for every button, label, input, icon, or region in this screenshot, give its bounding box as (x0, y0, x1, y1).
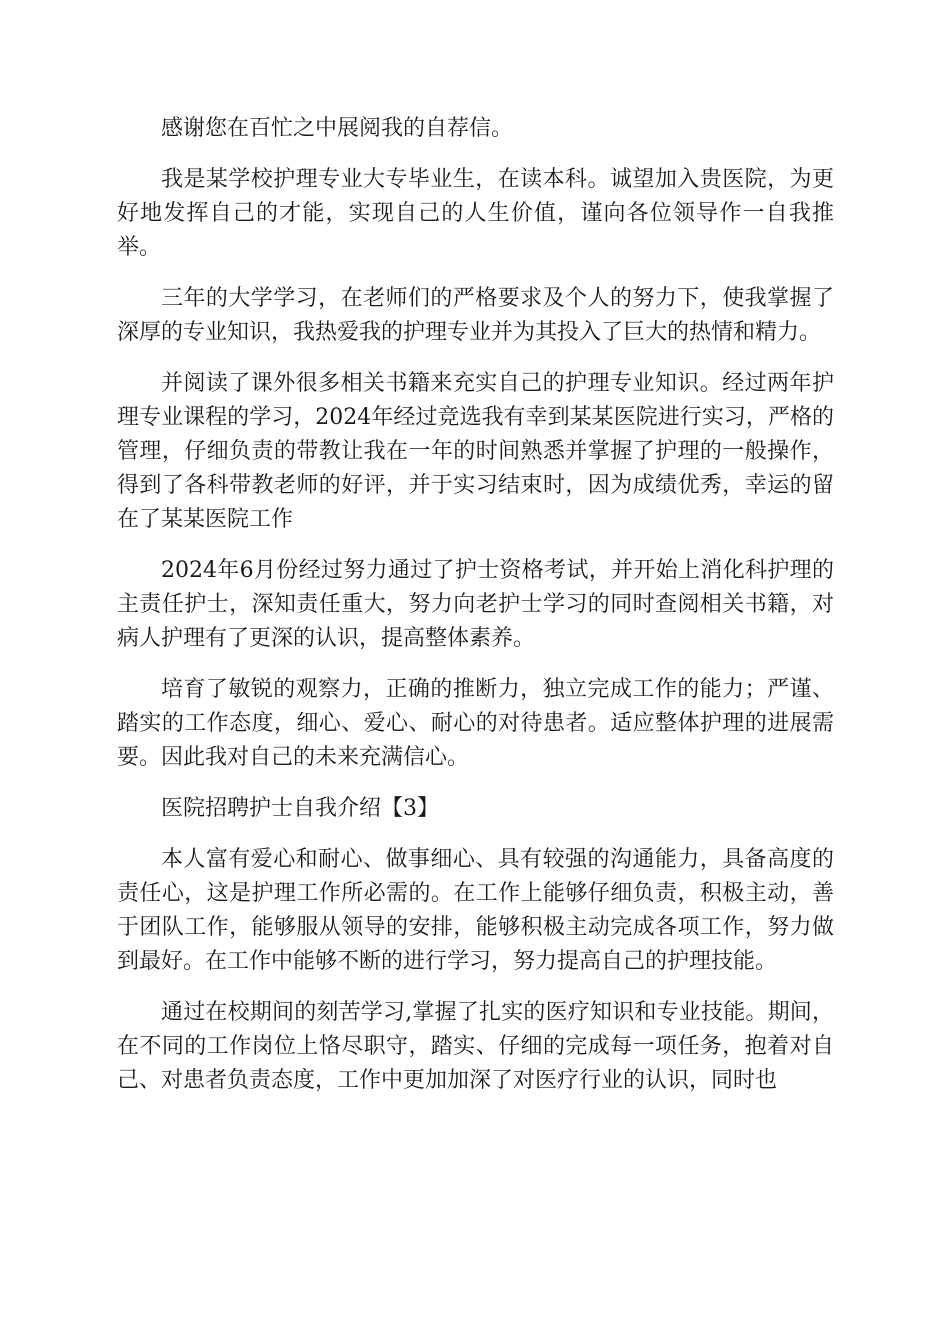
section-heading: 医院招聘护士自我介绍【3】 (161, 796, 439, 821)
paragraph-introduction: 我是某学校护理专业大专毕业生，在读本科。诚望加入贵医院，为更好地发挥自己的才能，实现自己的人生价值，谨向各位领导作一自我推举。 (117, 167, 834, 260)
paragraph-school-experience: 通过在校期间的刻苦学习,掌握了扎实的医疗知识和专业技能。期间，在不同的工作岗位上恪尽职守，踏实、仔细的完成每一项任务，抱着对自己、对患者负责态度，工作中更加加深了对医疗行业的认识，同时也 (117, 1000, 834, 1093)
document-body (117, 112, 834, 1115)
paragraph-university-study: 三年的大学学习，在老师们的严格要求及个人的努力下，使我掌握了深厚的专业知识，我热爱我的护理专业并为其投入了巨大的热情和精力。 (117, 286, 834, 345)
paragraph-internship: 并阅读了课外很多相关书籍来充实自己的护理专业知识。经过两年护理专业课程的学习，2024年经过竞选我有幸到某某医院进行实习，严格的管理，仔细负责的带教让我在一年的时间熟悉并掌握了护理的一般操作，得到了各科带教老师的好评，并于实习结束时，因为成绩优秀，幸运的留在了某某医院工作 (117, 371, 834, 532)
paragraph-certification: 2024年6月份经过努力通过了护士资格考试，并开始上消化科护理的主责任护士，深知责任重大，努力向老护士学习的同时查阅相关书籍，对病人护理有了更深的认识，提高整体素养。 (117, 558, 834, 651)
paragraph-abilities: 培育了敏锐的观察力，正确的推断力，独立完成工作的能力；严谨、踏实的工作态度，细心、爱心、耐心的对待患者。适应整体护理的进展需要。因此我对自己的未来充满信心。 (117, 677, 834, 770)
paragraph-thanks: 感谢您在百忙之中展阅我的自荐信。 (161, 116, 514, 141)
paragraph-personal-qualities: 本人富有爱心和耐心、做事细心、具有较强的沟通能力，具备高度的责任心，这是护理工作所必需的。在工作上能够仔细负责，积极主动，善于团队工作，能够服从领导的安排，能够积极主动完成各项工作，努力做到最好。在工作中能够不断的进行学习，努力提高自己的护理技能。 (117, 847, 834, 974)
